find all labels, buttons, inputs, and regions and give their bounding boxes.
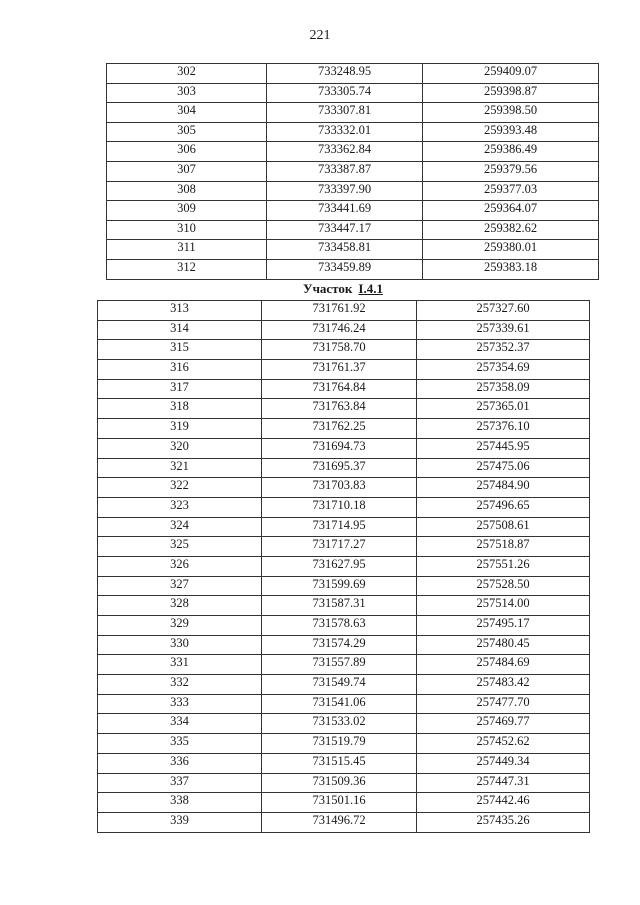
x-coordinate-cell: 731519.79 <box>262 734 417 754</box>
y-coordinate-cell: 259398.50 <box>423 103 599 123</box>
y-coordinate-cell: 257452.62 <box>417 734 590 754</box>
y-coordinate-cell: 257442.46 <box>417 793 590 813</box>
x-coordinate-cell: 731627.95 <box>262 556 417 576</box>
table-row <box>98 320 590 340</box>
table-row <box>107 83 599 103</box>
y-coordinate-cell: 259377.03 <box>423 181 599 201</box>
y-coordinate-cell: 257496.65 <box>417 497 590 517</box>
table-row <box>98 734 590 754</box>
table-row <box>98 616 590 636</box>
y-coordinate-cell: 257475.06 <box>417 458 590 478</box>
point-number-cell: 328 <box>98 596 262 616</box>
point-number-cell: 338 <box>98 793 262 813</box>
x-coordinate-cell: 731541.06 <box>262 694 417 714</box>
y-coordinate-cell: 259409.07 <box>423 64 599 84</box>
x-coordinate-cell: 731549.74 <box>262 675 417 695</box>
table-row <box>98 360 590 380</box>
table-row <box>107 64 599 84</box>
coordinates-table-top-body <box>107 64 599 280</box>
table-row <box>98 753 590 773</box>
table-row <box>98 517 590 537</box>
x-coordinate-cell: 731533.02 <box>262 714 417 734</box>
y-coordinate-cell: 257354.69 <box>417 360 590 380</box>
x-coordinate-cell: 733332.01 <box>267 122 423 142</box>
y-coordinate-cell: 259382.62 <box>423 220 599 240</box>
point-number-cell: 315 <box>98 340 262 360</box>
point-number-cell: 322 <box>98 478 262 498</box>
table-row <box>98 537 590 557</box>
table-row <box>107 103 599 123</box>
x-coordinate-cell: 731758.70 <box>262 340 417 360</box>
x-coordinate-cell: 731574.29 <box>262 635 417 655</box>
y-coordinate-cell: 257480.45 <box>417 635 590 655</box>
x-coordinate-cell: 731599.69 <box>262 576 417 596</box>
y-coordinate-cell: 259379.56 <box>423 161 599 181</box>
table-row <box>98 714 590 734</box>
x-coordinate-cell: 731587.31 <box>262 596 417 616</box>
y-coordinate-cell: 257352.37 <box>417 340 590 360</box>
y-coordinate-cell: 259383.18 <box>423 259 599 279</box>
y-coordinate-cell: 257518.87 <box>417 537 590 557</box>
table-row <box>98 812 590 832</box>
x-coordinate-cell: 733397.90 <box>267 181 423 201</box>
point-number-cell: 321 <box>98 458 262 478</box>
point-number-cell: 313 <box>98 301 262 321</box>
x-coordinate-cell: 733447.17 <box>267 220 423 240</box>
table-row <box>107 161 599 181</box>
point-number-cell: 317 <box>98 379 262 399</box>
table-row <box>107 259 599 279</box>
y-coordinate-cell: 257358.09 <box>417 379 590 399</box>
table-row <box>98 497 590 517</box>
x-coordinate-cell: 731496.72 <box>262 812 417 832</box>
table-row <box>98 635 590 655</box>
x-coordinate-cell: 731764.84 <box>262 379 417 399</box>
x-coordinate-cell: 733441.69 <box>267 201 423 221</box>
y-coordinate-cell: 257514.00 <box>417 596 590 616</box>
table-row <box>98 596 590 616</box>
point-number-cell: 337 <box>98 773 262 793</box>
point-number-cell: 314 <box>98 320 262 340</box>
y-coordinate-cell: 257469.77 <box>417 714 590 734</box>
y-coordinate-cell: 257551.26 <box>417 556 590 576</box>
x-coordinate-cell: 731710.18 <box>262 497 417 517</box>
table-row <box>98 675 590 695</box>
table-row <box>98 773 590 793</box>
y-coordinate-cell: 259398.87 <box>423 83 599 103</box>
section-heading <box>97 281 589 301</box>
point-number-cell: 309 <box>107 201 267 221</box>
x-coordinate-cell: 731509.36 <box>262 773 417 793</box>
table-row <box>98 399 590 419</box>
point-number-cell: 307 <box>107 161 267 181</box>
x-coordinate-cell: 733305.74 <box>267 83 423 103</box>
table-row <box>98 556 590 576</box>
x-coordinate-cell: 731761.92 <box>262 301 417 321</box>
x-coordinate-cell: 731746.24 <box>262 320 417 340</box>
table-row <box>98 340 590 360</box>
table-row <box>107 201 599 221</box>
y-coordinate-cell: 257449.34 <box>417 753 590 773</box>
table-row <box>98 379 590 399</box>
x-coordinate-cell: 731762.25 <box>262 419 417 439</box>
section-code: I.4.1 <box>358 281 383 296</box>
y-coordinate-cell: 257528.50 <box>417 576 590 596</box>
y-coordinate-cell: 257376.10 <box>417 419 590 439</box>
point-number-cell: 303 <box>107 83 267 103</box>
x-coordinate-cell: 731714.95 <box>262 517 417 537</box>
point-number-cell: 339 <box>98 812 262 832</box>
point-number-cell: 308 <box>107 181 267 201</box>
table-row <box>98 576 590 596</box>
y-coordinate-cell: 257495.17 <box>417 616 590 636</box>
point-number-cell: 329 <box>98 616 262 636</box>
point-number-cell: 318 <box>98 399 262 419</box>
y-coordinate-cell: 257508.61 <box>417 517 590 537</box>
point-number-cell: 306 <box>107 142 267 162</box>
y-coordinate-cell: 257365.01 <box>417 399 590 419</box>
point-number-cell: 336 <box>98 753 262 773</box>
point-number-cell: 330 <box>98 635 262 655</box>
x-coordinate-cell: 731717.27 <box>262 537 417 557</box>
x-coordinate-cell: 733387.87 <box>267 161 423 181</box>
x-coordinate-cell: 731694.73 <box>262 438 417 458</box>
table-row <box>98 478 590 498</box>
table-row <box>98 458 590 478</box>
table-row <box>98 301 590 321</box>
y-coordinate-cell: 259364.07 <box>423 201 599 221</box>
y-coordinate-cell: 257339.61 <box>417 320 590 340</box>
table-row <box>107 220 599 240</box>
y-coordinate-cell: 259380.01 <box>423 240 599 260</box>
y-coordinate-cell: 257477.70 <box>417 694 590 714</box>
point-number-cell: 311 <box>107 240 267 260</box>
x-coordinate-cell: 731763.84 <box>262 399 417 419</box>
x-coordinate-cell: 731703.83 <box>262 478 417 498</box>
table-row <box>107 122 599 142</box>
x-coordinate-cell: 731501.16 <box>262 793 417 813</box>
section-label: Участок <box>303 281 353 296</box>
point-number-cell: 304 <box>107 103 267 123</box>
table-row <box>107 240 599 260</box>
table-row <box>98 655 590 675</box>
x-coordinate-cell: 731515.45 <box>262 753 417 773</box>
table-row <box>98 793 590 813</box>
coordinates-table-bottom <box>97 300 590 833</box>
y-coordinate-cell: 257484.90 <box>417 478 590 498</box>
x-coordinate-cell: 733307.81 <box>267 103 423 123</box>
x-coordinate-cell: 733458.81 <box>267 240 423 260</box>
y-coordinate-cell: 257435.26 <box>417 812 590 832</box>
table-row <box>98 419 590 439</box>
point-number-cell: 302 <box>107 64 267 84</box>
y-coordinate-cell: 257447.31 <box>417 773 590 793</box>
point-number-cell: 334 <box>98 714 262 734</box>
y-coordinate-cell: 257484.69 <box>417 655 590 675</box>
table-row <box>98 694 590 714</box>
y-coordinate-cell: 259393.48 <box>423 122 599 142</box>
point-number-cell: 333 <box>98 694 262 714</box>
y-coordinate-cell: 257483.42 <box>417 675 590 695</box>
y-coordinate-cell: 257327.60 <box>417 301 590 321</box>
coordinates-table-bottom-body <box>98 301 590 833</box>
coordinates-table-top <box>106 63 599 280</box>
point-number-cell: 332 <box>98 675 262 695</box>
x-coordinate-cell: 731557.89 <box>262 655 417 675</box>
table-row <box>98 438 590 458</box>
point-number-cell: 310 <box>107 220 267 240</box>
x-coordinate-cell: 733248.95 <box>267 64 423 84</box>
point-number-cell: 324 <box>98 517 262 537</box>
x-coordinate-cell: 733362.84 <box>267 142 423 162</box>
y-coordinate-cell: 257445.95 <box>417 438 590 458</box>
x-coordinate-cell: 733459.89 <box>267 259 423 279</box>
point-number-cell: 319 <box>98 419 262 439</box>
point-number-cell: 312 <box>107 259 267 279</box>
point-number-cell: 335 <box>98 734 262 754</box>
point-number-cell: 323 <box>98 497 262 517</box>
y-coordinate-cell: 259386.49 <box>423 142 599 162</box>
point-number-cell: 331 <box>98 655 262 675</box>
point-number-cell: 327 <box>98 576 262 596</box>
x-coordinate-cell: 731761.37 <box>262 360 417 380</box>
x-coordinate-cell: 731695.37 <box>262 458 417 478</box>
point-number-cell: 325 <box>98 537 262 557</box>
point-number-cell: 326 <box>98 556 262 576</box>
x-coordinate-cell: 731578.63 <box>262 616 417 636</box>
point-number-cell: 305 <box>107 122 267 142</box>
table-row <box>107 142 599 162</box>
page-number: 221 <box>309 28 331 43</box>
point-number-cell: 320 <box>98 438 262 458</box>
point-number-cell: 316 <box>98 360 262 380</box>
table-row <box>107 181 599 201</box>
